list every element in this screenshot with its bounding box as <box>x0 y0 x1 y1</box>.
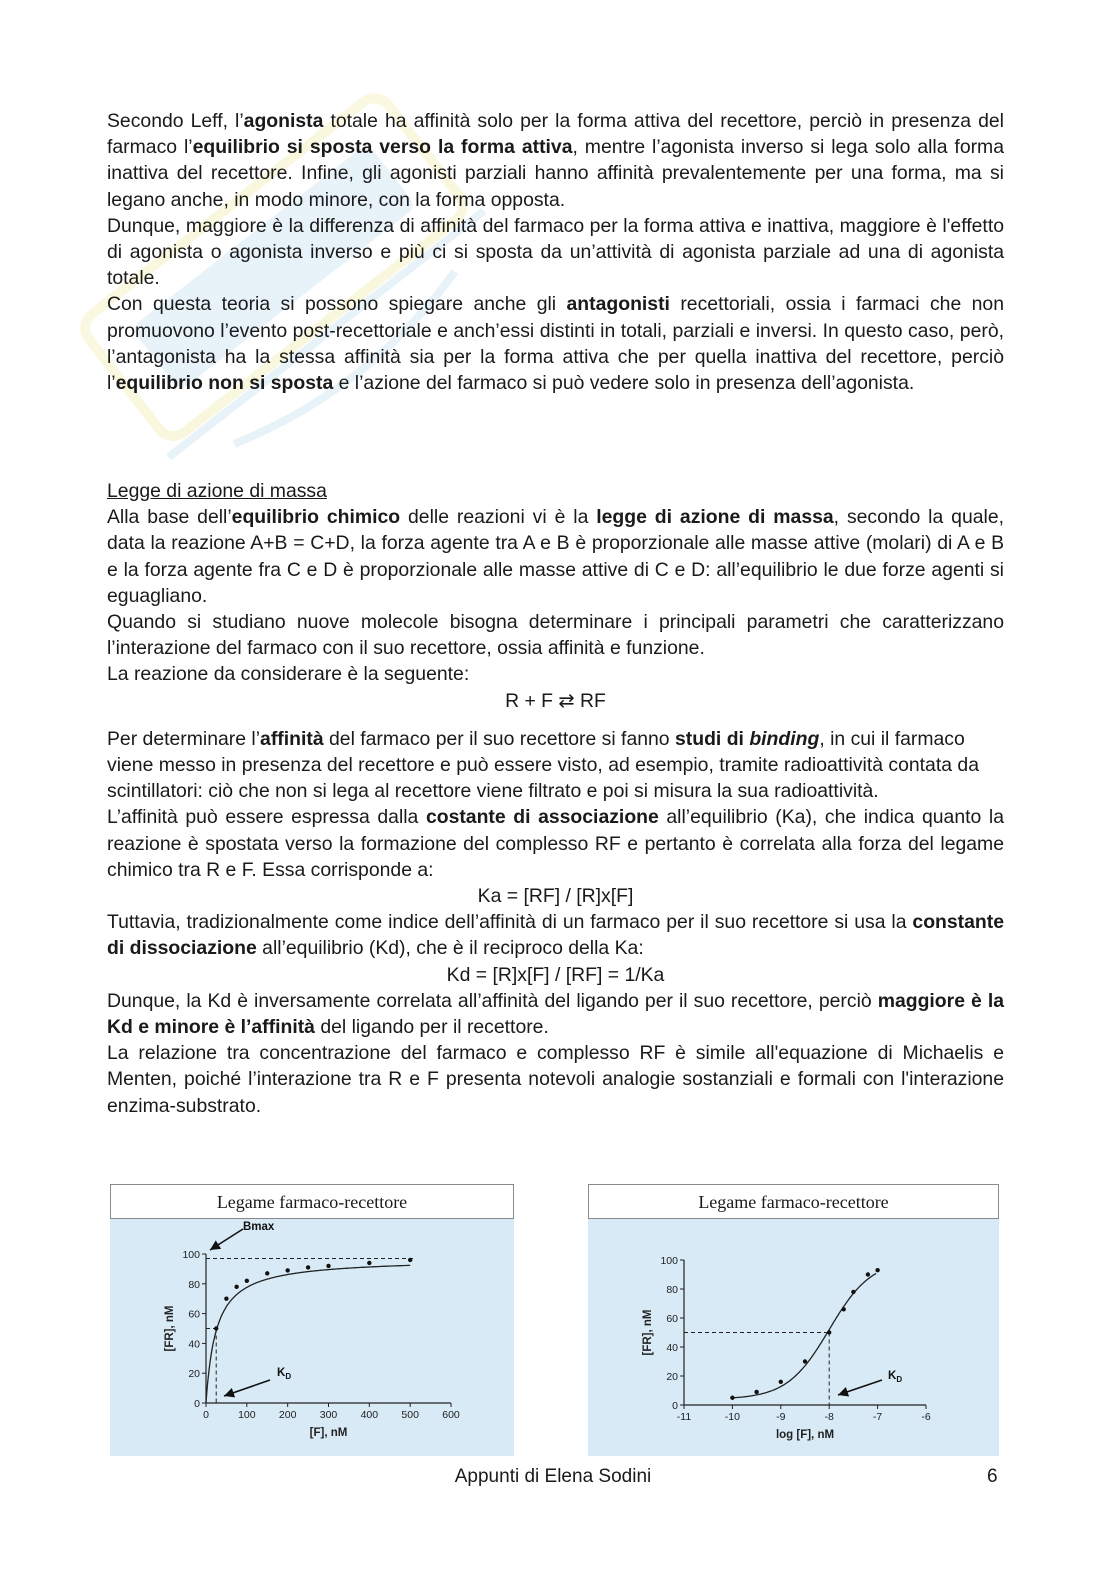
data-point <box>245 1279 249 1283</box>
bmax-arrow-head <box>210 1240 221 1250</box>
data-point <box>306 1265 310 1269</box>
y-tick-label: 40 <box>666 1342 678 1354</box>
data-point <box>827 1330 831 1334</box>
data-point <box>875 1268 879 1272</box>
reaction-equation: R + F ⇄ RF <box>505 689 606 712</box>
kd-arrow-head <box>838 1387 849 1396</box>
chart-linear-binding <box>110 1184 514 1456</box>
x-tick-label: -6 <box>921 1411 931 1423</box>
data-point <box>234 1285 238 1289</box>
chart1-title: Legame farmaco-recettore <box>110 1184 514 1219</box>
data-point <box>779 1380 783 1384</box>
data-point <box>285 1268 289 1272</box>
x-axis-label: log [F], nM <box>775 1429 835 1441</box>
kd-label: $K_D$ <box>277 1367 292 1381</box>
data-point <box>326 1264 330 1268</box>
y-tick-label: 20 <box>188 1368 200 1381</box>
data-point <box>214 1326 218 1330</box>
x-tick-label: -10 <box>724 1411 740 1423</box>
text-section <box>107 478 1004 1119</box>
chart1-plot <box>110 1184 514 1456</box>
paragraph-difference: Dunque, maggiore è la differenza di affinità del farmaco per la forma attiva e inattiva, maggiore è l'effetto di agonista o agonista inverso e più ci si sposta da un’attività di agonista parziale ad una di agonista totale. <box>107 214 1004 290</box>
data-point <box>754 1390 758 1394</box>
y-tick-label: 100 <box>660 1255 678 1267</box>
chart2-title: Legame farmaco-recettore <box>588 1184 999 1219</box>
paragraph-parameters: Quando si studiano nuove molecole bisogna determinare i principali parametri che caratterizzano l’interazione del farmaco con il suo recettore, ossia affinità e funzione. <box>107 611 1004 660</box>
y-tick-label: 60 <box>666 1313 678 1325</box>
kd-label: $K_D$ <box>888 1370 903 1384</box>
page-footer <box>0 1466 1116 1492</box>
y-axis-label: [FR], nM <box>164 1305 176 1352</box>
data-point <box>851 1290 855 1294</box>
paragraph-kd-affinity: Dunque, la Kd è inversamente correlata all’affinità del ligando per il suo recettore, perciò maggiore è la Kd e minore è l’affinità del ligando per il recettore. <box>107 989 1004 1039</box>
paragraph-michaelis: La relazione tra concentrazione del farmaco e complesso RF è simile all'equazione di Michaelis e Menten, poiché l’interazione tra R e F presenta notevoli analogie sostanziali e formali con l'interazione enzima-substrato. <box>107 1042 1004 1117</box>
paragraph-binding: Per determinare l’affinità del farmaco per il suo recettore si fanno studi di binding, in cui il farmaco viene messo in presenza del recettore e può essere visto, ad esempio, tramite radioattività contata da scintillatori: ciò che non si lega al recettore viene filtrato e poi si misura la sua radioattività. <box>107 727 979 803</box>
x-tick-label: -8 <box>824 1411 834 1423</box>
paragraph-ka: L’affinità può essere espressa dalla costante di associazione all’equilibrio (Ka), che indica quanto la reazione è spostata verso la formazione del complesso RF e pertanto è correlata alla forza del legame chimico tra R e F. Essa corrisponde a: <box>107 806 1004 881</box>
data-point <box>730 1396 734 1400</box>
footer-author: Appunti di Elena Sodini <box>454 1466 652 1487</box>
y-tick-label: 0 <box>194 1398 200 1410</box>
kd-subscript: D <box>285 1372 292 1381</box>
page-number: 6 <box>987 1466 998 1487</box>
paragraph-mass-action: Alla base dell’equilibrio chimico delle reazioni vi è la legge di azione di massa, secondo la quale, data la reazione A+B = C+D, la forza agente tra A e B è proporzionale alle masse attive (molari) di A e B e la forza agente fra C e D è proporzionale alle masse attive di C e D: all’equilibrio le due forze agenti si eguagliano. <box>107 506 1004 607</box>
y-tick-label: 60 <box>188 1308 200 1321</box>
paragraph-antagonists: Con questa teoria si possono spiegare anche gli antagonisti recettoriali, ossia i farmaci che non promuovono l’evento post-recettoriale e anch’essi distinti in totali, parziali e inversi. In questo caso, però, l’antagonista ha la stessa affinità sia per la forma attiva che per quella inattiva del recettore, perciò l’equilibrio non si sposta e l’azione del farmaco si può vedere solo in presenza dell’agonista. <box>107 293 1004 395</box>
x-tick-label: 200 <box>278 1409 297 1421</box>
equation-ka: Ka = [RF] / [R]x[F] <box>477 885 634 908</box>
data-point <box>224 1297 228 1301</box>
data-point <box>866 1272 870 1276</box>
y-tick-label: 80 <box>188 1278 200 1291</box>
data-point <box>265 1271 269 1275</box>
y-tick-label: 0 <box>672 1400 678 1412</box>
chart2-plot <box>588 1184 999 1456</box>
data-point <box>408 1258 412 1262</box>
x-tick-label: -9 <box>776 1411 786 1423</box>
x-tick-label: 400 <box>360 1409 379 1421</box>
data-point <box>842 1307 846 1311</box>
data-point <box>803 1359 807 1363</box>
y-tick-label: 100 <box>182 1249 200 1261</box>
equation-kd: Kd = [R]x[F] / [RF] = 1/Ka <box>446 963 665 986</box>
x-tick-label: -7 <box>872 1411 883 1423</box>
kd-subscript: D <box>896 1375 903 1384</box>
kd-arrow-head <box>224 1388 235 1397</box>
paragraph-leff: Secondo Leff, l’agonista totale ha affinità solo per la forma attiva del recettore, perciò in presenza del farmaco l’equilibrio si sposta verso la forma attiva, mentre l’agonista inverso si lega solo alla forma inattiva del recettore. Infine, gli agonisti parziali hanno affinità prevalentemente per una forma, ma si legano anche, in modo minore, con la forma opposta. <box>107 110 1004 211</box>
x-tick-label: 300 <box>319 1409 338 1421</box>
data-point <box>367 1261 371 1265</box>
x-tick-label: 500 <box>401 1409 419 1421</box>
chart-log-binding <box>588 1184 999 1456</box>
x-tick-label: -11 <box>676 1411 692 1423</box>
text-top <box>107 108 1004 396</box>
y-tick-label: 20 <box>666 1371 678 1383</box>
x-tick-label: 600 <box>442 1409 460 1421</box>
section-heading: Legge di azione di massa <box>107 480 327 502</box>
y-tick-label: 40 <box>188 1338 200 1351</box>
paragraph-reaction-intro: La reazione da considerare è la seguente: <box>107 663 470 686</box>
x-tick-label: 100 <box>238 1409 256 1421</box>
paragraph-kd: Tuttavia, tradizionalmente come indice dell’affinità di un farmaco per il suo recettore si usa la constante di dissociazione all’equilibrio (Kd), che è il reciproco della Ka: <box>107 911 1004 960</box>
y-axis-label: [FR], nM <box>642 1309 654 1356</box>
y-tick-label: 80 <box>666 1284 678 1296</box>
x-tick-label: 0 <box>203 1409 209 1421</box>
x-axis-label: [F], nM <box>309 1427 348 1439</box>
bmax-label: Bmax <box>243 1221 275 1233</box>
